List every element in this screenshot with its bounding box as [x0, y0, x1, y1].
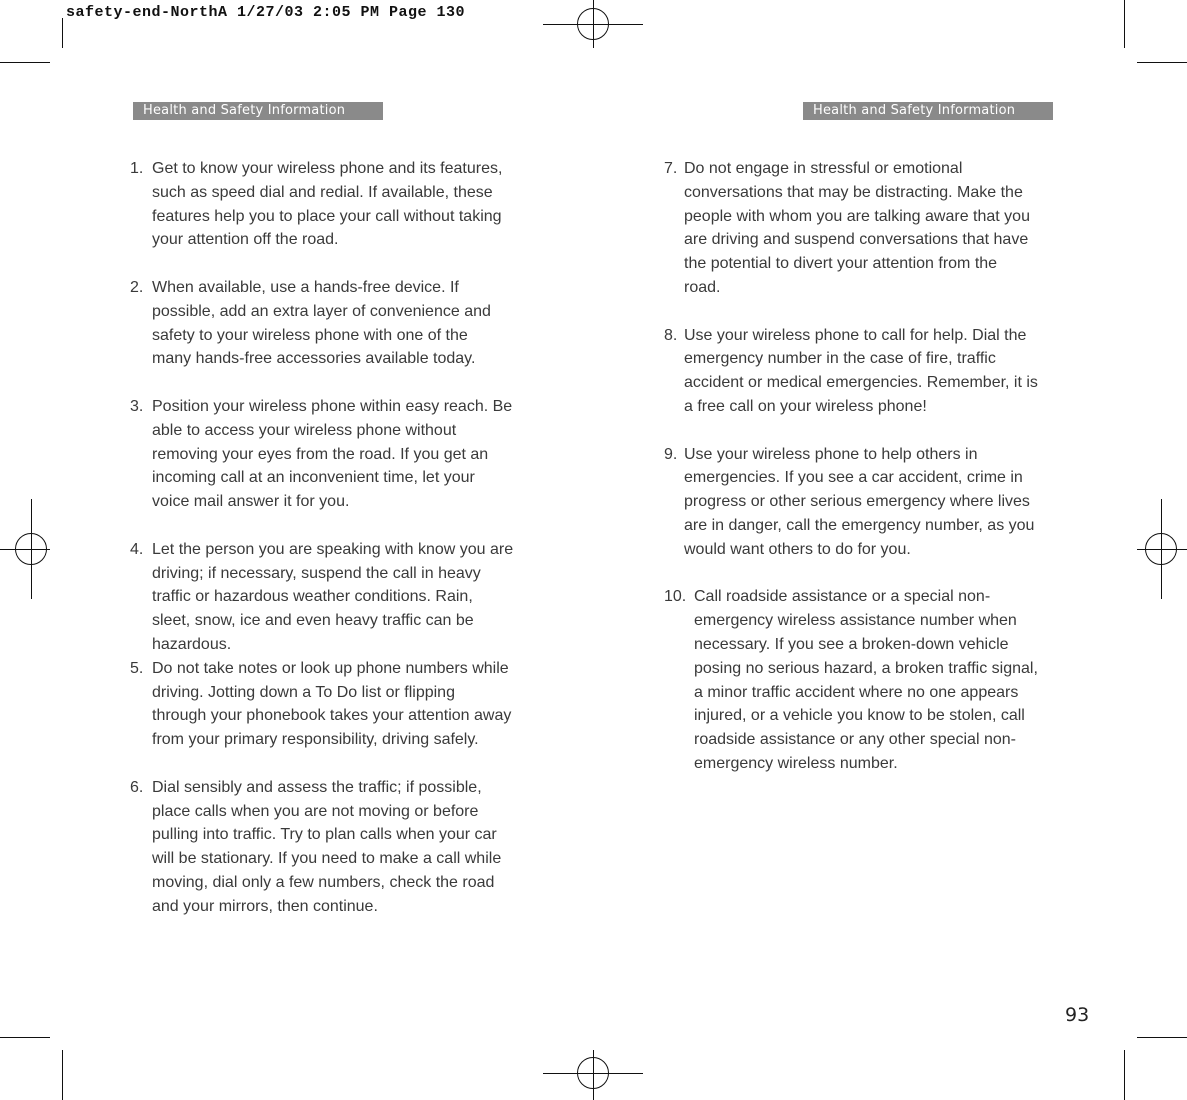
- crop-mark-bottom-left-v: [62, 1050, 63, 1100]
- crop-mark-bottom-right-h: [1137, 1037, 1187, 1038]
- list-text: Use your wireless phone to help others in emergencies. If you see a car accident, crime in progress or other serious emergency where lives are in danger, call the emergency number, as you would want others to do for you.: [684, 445, 1035, 558]
- list-text: Dial sensibly and assess the traffic; if possible, place calls when you are not moving or before pulling into traffic. Try to plan calls when your car will be stationary. If you need to make a call while moving, dial only a few numbers, check the road and your mirrors, then continue.: [152, 778, 502, 915]
- registration-mark-top-circle: [577, 8, 609, 40]
- list-text: When available, use a hands-free device. If possible, add an extra layer of convenience and safety to your wireless phone with one of the many hands-free accessories available today.: [152, 278, 491, 368]
- list-item-1: [130, 157, 530, 252]
- list-item-6: [130, 776, 530, 919]
- list-number: 10.: [664, 588, 687, 606]
- list-number: 3.: [130, 397, 144, 415]
- page-number: 93: [1065, 1004, 1090, 1026]
- list-text: Call roadside assistance or a special non- emergency wireless assistance number when necessary. If you see a broken-down vehicle posing no serious hazard, a broken traffic signal, a minor traffic accident where no one appears injured, or a vehicle you know to be stolen, call roadside assistance or any other special non- emergency wireless number.: [694, 588, 1038, 772]
- registration-mark-left-circle: [15, 533, 47, 565]
- list-item-2: [130, 276, 530, 371]
- list-number: 9.: [664, 445, 678, 463]
- left-column: [130, 157, 530, 942]
- list-text: Use your wireless phone to call for help. Dial the emergency number in the case of fire, traffic accident or medical emergencies. Remember, it is a free call on your wireless phone!: [684, 326, 1038, 415]
- list-number: 5.: [130, 659, 144, 677]
- registration-mark-right-circle: [1145, 533, 1177, 565]
- crop-mark-top-left-v: [62, 18, 63, 48]
- crop-mark-bottom-left-h: [0, 1037, 50, 1038]
- list-number: 2.: [130, 278, 144, 296]
- list-number: 8.: [664, 326, 678, 344]
- list-text: Do not engage in stressful or emotional conversations that may be distracting. Make the people with whom you are talking aware that you are driving and suspend conversations that have the potential to divert your attention from the road.: [684, 160, 1030, 296]
- list-item-3: [130, 395, 530, 514]
- print-slug: safety-end-NorthA 1/27/03 2:05 PM Page 130: [62, 2, 469, 24]
- list-text: Get to know your wireless phone and its features, such as speed dial and redial. If available, these features help you to place your call without taking your attention off the road.: [152, 160, 503, 249]
- list-text: Do not take notes or look up phone numbers while driving. Jotting down a To Do list or flipping through your phonebook takes your attention away from your primary responsibility, driving safely.: [152, 659, 512, 749]
- list-number: 4.: [130, 540, 144, 558]
- list-number: 1.: [130, 160, 144, 177]
- crop-mark-bottom-right-v: [1124, 1050, 1125, 1100]
- section-header-right: Health and Safety Information: [803, 102, 1053, 120]
- right-column: [664, 157, 1054, 800]
- list-number: 7.: [664, 160, 678, 177]
- list-item-4: [130, 538, 530, 657]
- list-item-7: [664, 157, 1054, 300]
- list-number: 6.: [130, 778, 144, 796]
- list-item-8: [664, 324, 1054, 419]
- section-header-left: Health and Safety Information: [133, 102, 383, 120]
- crop-mark-top-right-h: [1137, 62, 1187, 63]
- list-item-5: [130, 657, 530, 752]
- list-item-9: [664, 443, 1054, 562]
- list-text: Let the person you are speaking with know you are driving; if necessary, suspend the call in heavy traffic or hazardous weather conditions. Rain, sleet, snow, ice and even heavy traffic can be hazardous.: [152, 540, 514, 653]
- registration-mark-bottom-circle: [577, 1057, 609, 1089]
- crop-mark-top-left-h: [0, 62, 50, 63]
- crop-mark-top-right-v: [1124, 0, 1125, 48]
- list-text: Position your wireless phone within easy reach. Be able to access your wireless phone without removing your eyes from the road. If you get an incoming call at an inconvenient time, let your voice mail answer it for you.: [152, 397, 513, 511]
- list-item-10: [664, 585, 1054, 775]
